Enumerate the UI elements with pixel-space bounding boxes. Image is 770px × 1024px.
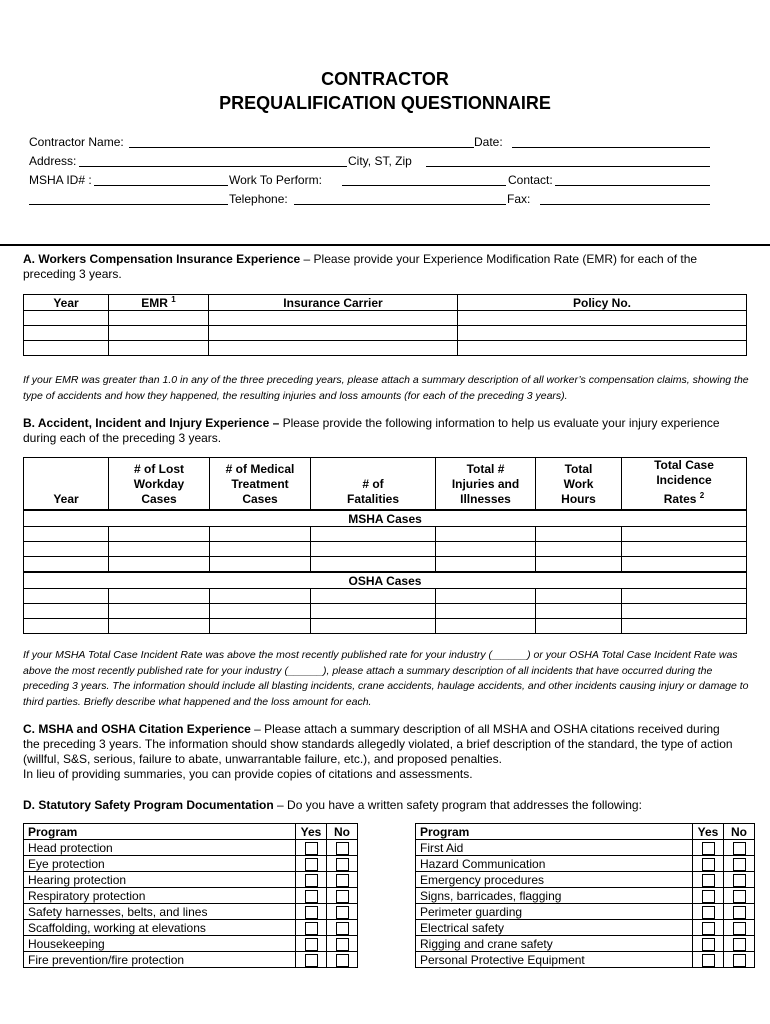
yes-checkbox[interactable] [305, 842, 318, 855]
emr-table [23, 294, 747, 356]
emr-footnote-mark: 1 [171, 295, 176, 304]
injury-col-medical: # of Medical Treatment Cases [210, 458, 311, 511]
table-row: First Aid [416, 840, 755, 856]
table-row: Housekeeping [24, 936, 358, 952]
yes-checkbox[interactable] [702, 906, 715, 919]
no-checkbox[interactable] [733, 954, 746, 967]
fax-field[interactable] [540, 204, 710, 205]
table-row: Eye protection [24, 856, 358, 872]
table-row: Rigging and crane safety [416, 936, 755, 952]
section-b-heading: B. Accident, Incident and Injury Experience – [23, 416, 280, 430]
msha-id-label: MSHA ID# : [29, 173, 92, 187]
yes-checkbox[interactable] [305, 890, 318, 903]
section-d-text: – Do you have a written safety program that addresses the following: [273, 798, 642, 812]
injury-col-rates: Total Case Incidence Rates $^2$ [622, 458, 747, 511]
city-st-zip-field[interactable] [426, 166, 710, 167]
emr-col-policy: Policy No. [458, 295, 747, 311]
yes-checkbox[interactable] [702, 842, 715, 855]
table-row [24, 619, 747, 634]
table-row [24, 589, 747, 604]
table-row [24, 326, 747, 341]
table-row: Scaffolding, working at elevations [24, 920, 358, 936]
section-b-note: If your MSHA Total Case Incident Rate was above the most recently published rate for your industry (______) or your OSHA Total Case Incident Rate was above the most recently published rate for your industry (______), please attach a summary description of all incidents that have occurred during the preceding 3 years. The information should include all blasting incidents, crane accidents, haulage accidents, and other incidents causing injury or damage to third parties. Briefly describe what happened and the loss amount for each. [23, 649, 749, 708]
address-label: Address: [29, 154, 77, 168]
section-c-heading: C. MSHA and OSHA Citation Experience [23, 722, 251, 736]
section-d-heading: D. Statutory Safety Program Documentation [23, 798, 274, 812]
table-row: Signs, barricades, flagging [416, 888, 755, 904]
signature-field[interactable] [29, 204, 228, 205]
yes-col-header: Yes [693, 824, 724, 840]
form-title-line1: CONTRACTOR [321, 69, 449, 89]
emr-col-emr: EMR $^1$ [109, 295, 209, 311]
yes-checkbox[interactable] [702, 890, 715, 903]
no-col-header: No [327, 824, 358, 840]
no-checkbox[interactable] [733, 858, 746, 871]
no-checkbox[interactable] [336, 858, 349, 871]
yes-checkbox[interactable] [305, 922, 318, 935]
yes-checkbox[interactable] [305, 874, 318, 887]
injury-col-fatalities: # of Fatalities [311, 458, 436, 511]
no-checkbox[interactable] [733, 938, 746, 951]
contractor-name-label: Contractor Name: [29, 135, 124, 149]
contact-field[interactable] [555, 185, 710, 186]
table-row: Emergency procedures [416, 872, 755, 888]
table-row [24, 341, 747, 356]
osha-cases-band: OSHA Cases [24, 572, 747, 589]
table-row: Electrical safety [416, 920, 755, 936]
section-b-text: Please provide the following information to help us evaluate your injury experience during each of the preceding 3 years. [23, 416, 720, 445]
table-row: Hearing protection [24, 872, 358, 888]
date-label: Date: [474, 135, 503, 149]
table-row [24, 311, 747, 326]
program-table-right [415, 823, 755, 968]
injury-col-injuries: Total # Injuries and Illnesses [436, 458, 536, 511]
table-row: Head protection [24, 840, 358, 856]
table-row: Hazard Communication [416, 856, 755, 872]
address-field[interactable] [79, 166, 347, 167]
msha-cases-band: MSHA Cases [24, 510, 747, 527]
section-d-intro [23, 798, 743, 813]
yes-checkbox[interactable] [702, 922, 715, 935]
table-row: Perimeter guarding [416, 904, 755, 920]
section-a-intro [23, 252, 743, 282]
no-checkbox[interactable] [733, 906, 746, 919]
section-a-note: If your EMR was greater than 1.0 in any of the three preceding years, please attach a summary description of all worker’s compensation claims, showing the type of accidents and how they happened, the resulting injuries and loss amounts (for each of the preceding 3 years). [23, 374, 749, 402]
section-divider [0, 244, 770, 246]
table-row [24, 542, 747, 557]
injury-col-hours: Total Work Hours [536, 458, 622, 511]
no-checkbox[interactable] [336, 874, 349, 887]
yes-checkbox[interactable] [305, 938, 318, 951]
no-checkbox[interactable] [336, 938, 349, 951]
yes-checkbox[interactable] [702, 954, 715, 967]
section-c-text: – Please attach a summary description of all MSHA and OSHA citations received during the preceding 3 years. The information should show standards allegedly violated, a brief description of the standard, the type of action (willful, S&S, serious, failure to abate, unwarrantable failure, etc.), and proposed penalties. [23, 722, 733, 766]
yes-checkbox[interactable] [702, 874, 715, 887]
yes-checkbox[interactable] [305, 954, 318, 967]
no-checkbox[interactable] [336, 906, 349, 919]
injury-col-year: Year [24, 458, 109, 511]
section-c-text2: In lieu of providing summaries, you can provide copies of citations and assessments. [23, 767, 473, 781]
table-row: Respiratory protection [24, 888, 358, 904]
no-checkbox[interactable] [733, 890, 746, 903]
table-row [24, 604, 747, 619]
table-row [24, 557, 747, 573]
emr-col-year: Year [24, 295, 109, 311]
no-checkbox[interactable] [733, 922, 746, 935]
section-a-heading: A. Workers Compensation Insurance Experience [23, 252, 301, 266]
table-row [24, 527, 747, 542]
table-row: Fire prevention/fire protection [24, 952, 358, 968]
telephone-field[interactable] [294, 204, 506, 205]
injury-col-lost-workday: # of Lost Workday Cases [109, 458, 210, 511]
work-to-perform-field[interactable] [342, 185, 506, 186]
yes-checkbox[interactable] [305, 906, 318, 919]
form-title-line2: PREQUALIFICATION QUESTIONNAIRE [219, 93, 551, 113]
emr-col-carrier: Insurance Carrier [209, 295, 458, 311]
section-b-intro [23, 416, 743, 446]
rate-footnote-mark: 2 [699, 491, 705, 500]
injury-table [23, 457, 747, 634]
no-checkbox[interactable] [336, 922, 349, 935]
fax-label: Fax: [507, 192, 531, 206]
program-col-header: Program [416, 824, 693, 840]
yes-col-header: Yes [296, 824, 327, 840]
yes-checkbox[interactable] [305, 858, 318, 871]
no-col-header: No [724, 824, 755, 840]
section-a-text: – Please provide your Experience Modification Rate (EMR) for each of the preceding 3 years. [23, 252, 698, 281]
work-to-perform-label: Work To Perform: [229, 173, 322, 187]
no-checkbox[interactable] [733, 842, 746, 855]
table-row: Personal Protective Equipment [416, 952, 755, 968]
contractor-name-field[interactable] [129, 147, 474, 148]
yes-checkbox[interactable] [702, 858, 715, 871]
city-st-zip-label: City, ST, Zip [348, 154, 412, 168]
no-checkbox[interactable] [336, 842, 349, 855]
no-checkbox[interactable] [336, 890, 349, 903]
msha-id-field[interactable] [94, 185, 228, 186]
yes-checkbox[interactable] [702, 938, 715, 951]
table-row: Safety harnesses, belts, and lines [24, 904, 358, 920]
program-table-left [23, 823, 358, 968]
date-field[interactable] [512, 147, 710, 148]
no-checkbox[interactable] [733, 874, 746, 887]
section-c-intro [23, 722, 738, 782]
program-col-header: Program [24, 824, 296, 840]
telephone-label: Telephone: [229, 192, 288, 206]
no-checkbox[interactable] [336, 954, 349, 967]
contact-label: Contact: [508, 173, 553, 187]
